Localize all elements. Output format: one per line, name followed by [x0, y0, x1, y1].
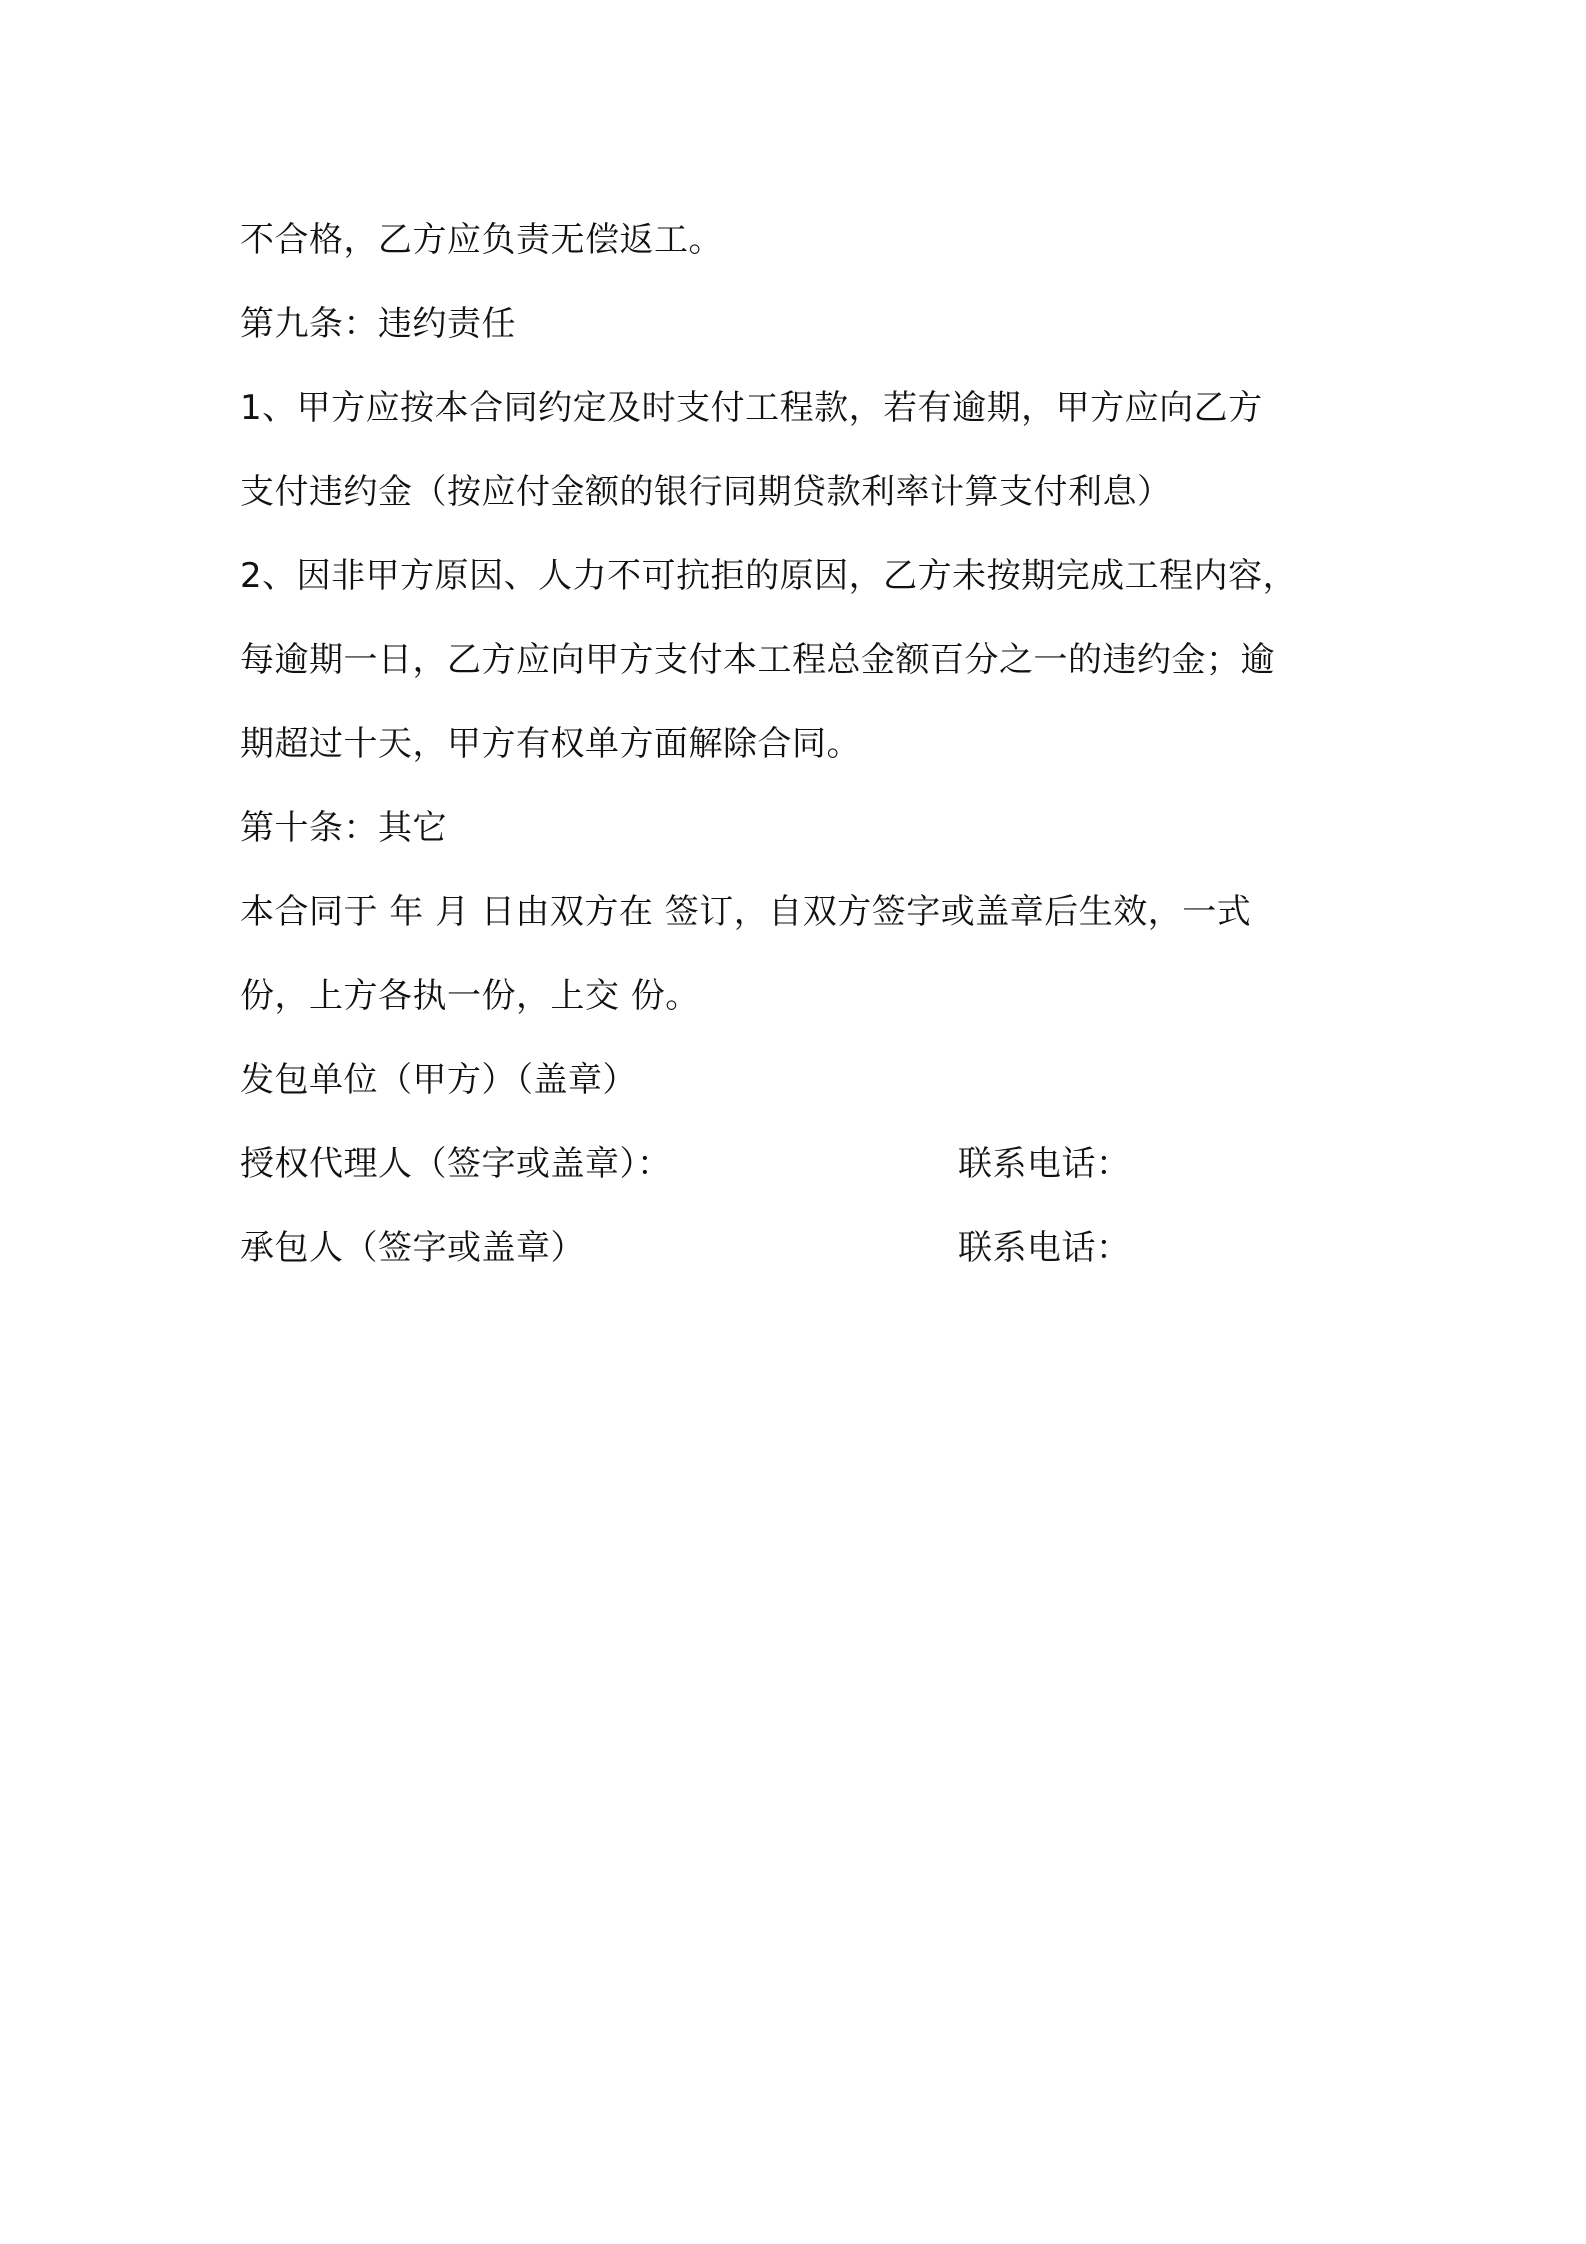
text-line: 每逾期一日，乙方应向甲方支付本工程总金额百分之一的违约金；逾 — [240, 640, 1275, 680]
signature-row-contractor — [240, 1206, 1370, 1290]
text-line: 期超过十天，甲方有权单方面解除合同。 — [240, 724, 861, 764]
agent-signature-label: 授权代理人（签字或盖章）： — [240, 1144, 672, 1184]
article-heading-9: 第九条：违约责任 — [240, 304, 516, 344]
text-line: 不合格，乙方应负责无偿返工。 — [240, 220, 723, 260]
text-line: 1、甲方应按本合同约定及时支付工程款，若有逾期，甲方应向乙方 — [240, 388, 1263, 428]
text-line: 2、因非甲方原因、人力不可抗拒的原因，乙方未按期完成工程内容， — [240, 556, 1298, 596]
text-line: 份，上方各执一份，上交 份。 — [240, 976, 700, 1016]
employer-seal-line: 发包单位（甲方）（盖章） — [240, 1060, 637, 1100]
contractor-phone-label: 联系电话： — [958, 1228, 1131, 1268]
document-body — [240, 198, 1370, 1290]
signature-row-agent — [240, 1122, 1370, 1206]
article-heading-10: 第十条：其它 — [240, 808, 447, 848]
text-line: 本合同于 年 月 日由双方在 签订，自双方签字或盖章后生效，一式 — [240, 892, 1252, 932]
text-line: 支付违约金（按应付金额的银行同期贷款利率计算支付利息） — [240, 472, 1172, 512]
agent-phone-label: 联系电话： — [958, 1144, 1131, 1184]
contractor-signature-label: 承包人（签字或盖章） — [240, 1228, 585, 1268]
